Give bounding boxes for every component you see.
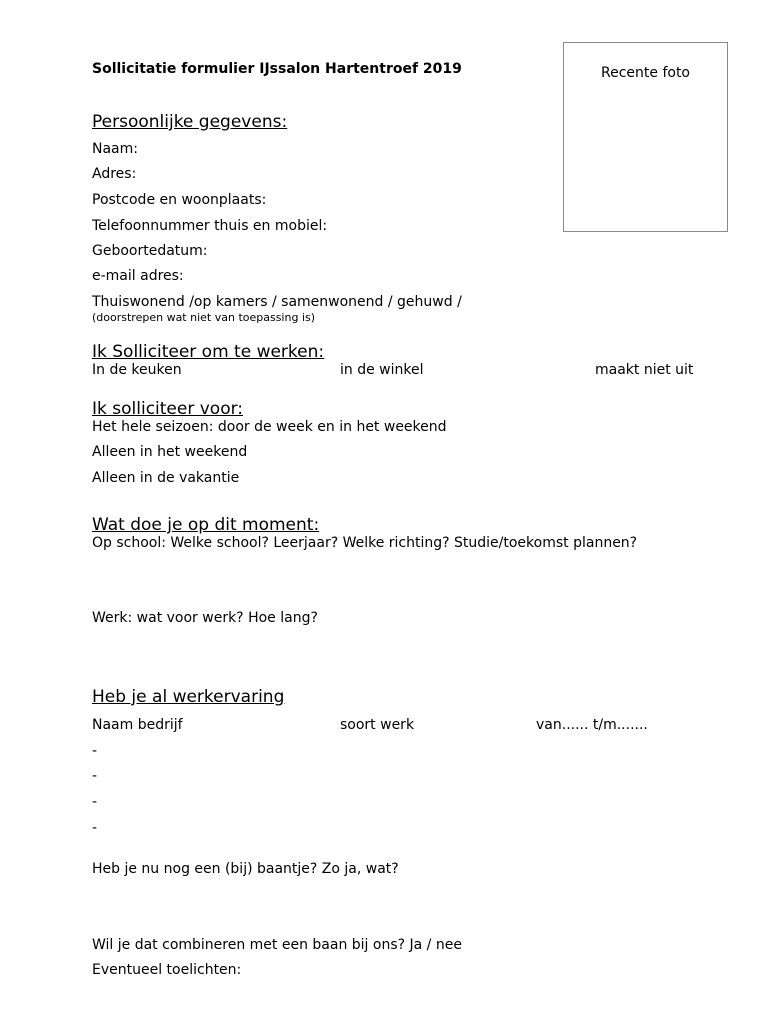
section-heading-work-location: Ik Solliciteer om te werken:: [92, 342, 325, 362]
option-shop: in de winkel: [340, 362, 424, 378]
explain-label: Eventueel toelichten:: [92, 962, 242, 978]
experience-row: -: [92, 743, 98, 759]
field-phone-label: Telefoonnummer thuis en mobiel:: [92, 218, 328, 234]
work-question: Werk: wat voor werk? Hoe lang?: [92, 610, 318, 626]
field-email-label: e-mail adres:: [92, 268, 184, 284]
column-company: Naam bedrijf: [92, 717, 183, 733]
option-holiday-only: Alleen in de vakantie: [92, 470, 240, 486]
photo-label: Recente foto: [601, 65, 690, 81]
option-whole-season: Het hele seizoen: door de week en in het weekend: [92, 419, 447, 435]
experience-row: -: [92, 794, 98, 810]
section-heading-experience: Heb je al werkervaring: [92, 687, 285, 707]
school-question: Op school: Welke school? Leerjaar? Welke richting? Studie/toekomst plannen?: [92, 535, 638, 551]
experience-row: -: [92, 768, 98, 784]
option-no-preference: maakt niet uit: [595, 362, 694, 378]
field-postcode-label: Postcode en woonplaats:: [92, 192, 267, 208]
section-heading-current: Wat doe je op dit moment:: [92, 515, 320, 535]
side-job-question: Heb je nu nog een (bij) baantje? Zo ja, wat?: [92, 861, 399, 877]
combine-question: Wil je dat combineren met een baan bij ons? Ja / nee: [92, 937, 462, 953]
column-work-type: soort werk: [340, 717, 415, 733]
column-period: van...... t/m.......: [536, 717, 648, 733]
field-address-label: Adres:: [92, 166, 137, 182]
section-heading-personal: Persoonlijke gegevens:: [92, 112, 288, 132]
section-heading-apply-for: Ik solliciteer voor:: [92, 399, 244, 419]
option-kitchen: In de keuken: [92, 362, 182, 378]
experience-row: -: [92, 820, 98, 836]
field-birthdate-label: Geboortedatum:: [92, 243, 208, 259]
photo-placeholder: [563, 42, 728, 232]
strikethrough-note: (doorstrepen wat niet van toepassing is): [92, 311, 316, 324]
field-name-label: Naam:: [92, 141, 138, 157]
field-living-situation-label: Thuiswonend /op kamers / samenwonend / gehuwd /: [92, 294, 462, 310]
form-title: Sollicitatie formulier IJssalon Hartentroef 2019: [92, 61, 462, 77]
option-weekend-only: Alleen in het weekend: [92, 444, 248, 460]
